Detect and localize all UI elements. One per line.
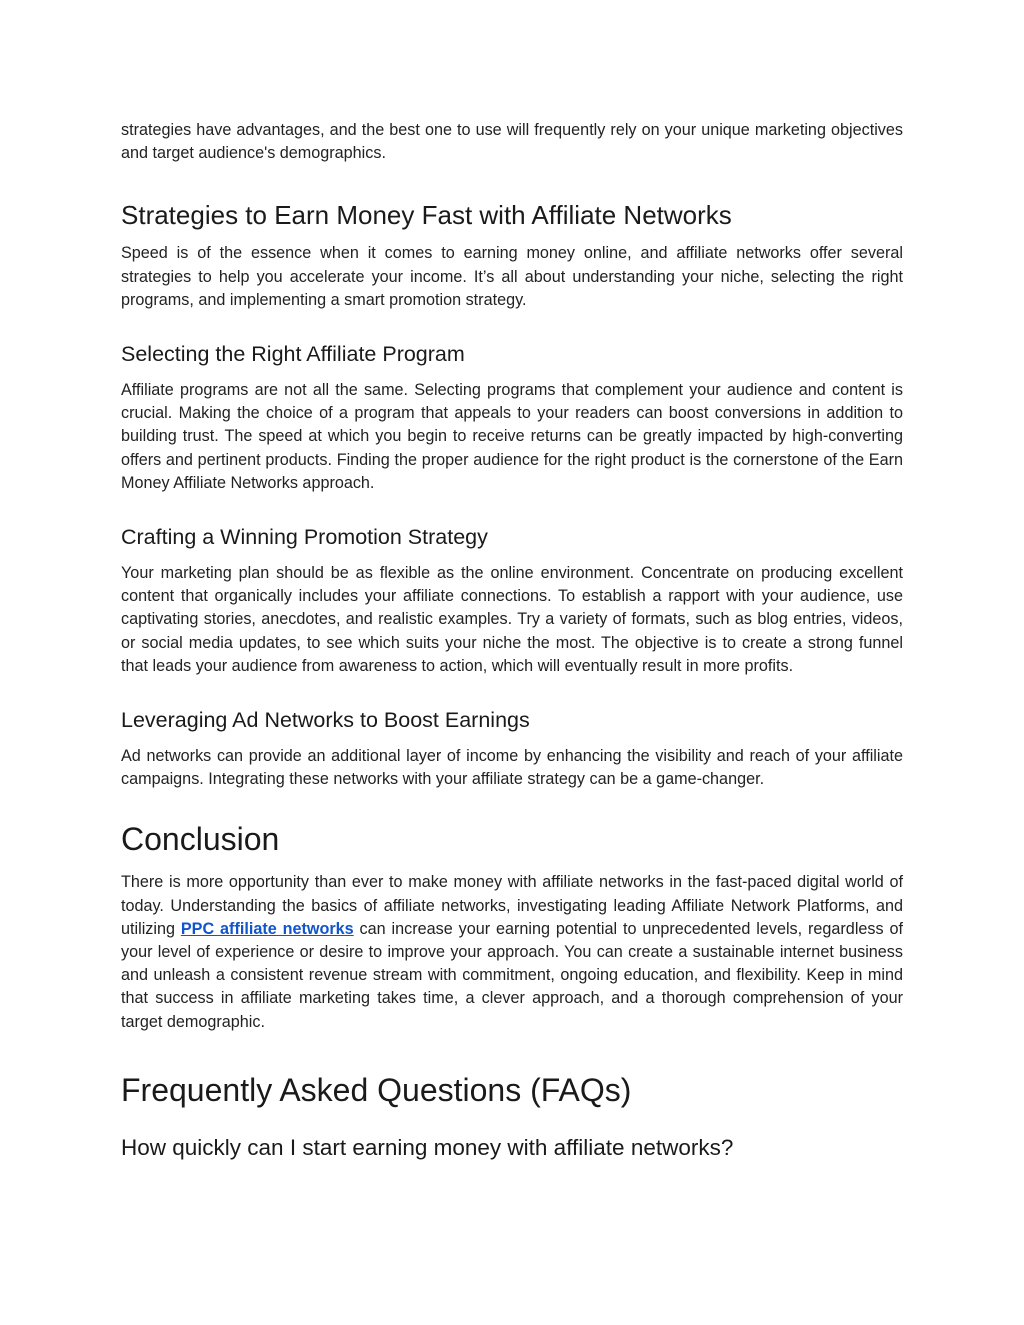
selecting-paragraph: Affiliate programs are not all the same. Selecting programs that complement your audience and content is crucial. Making the choice of a program that appeals to your readers can boost conversions in addition to building trust. The speed at which you begin to receive returns can be greatly impacted by high-converting offers and pertinent products. Finding the proper audience for the right product is the cornerstone of the Earn Money Affiliate Networks approach. bbox=[121, 381, 903, 492]
document-page bbox=[121, 119, 903, 1162]
conclusion-heading: Conclusion bbox=[121, 821, 280, 858]
intro-paragraph: strategies have advantages, and the best one to use will frequently rely on your unique marketing objectives and target audience's demographics. bbox=[121, 121, 903, 163]
strategies-heading: Strategies to Earn Money Fast with Affiliate Networks bbox=[121, 200, 732, 231]
ppc-affiliate-networks-link[interactable]: PPC affiliate networks bbox=[180, 919, 354, 938]
leveraging-paragraph: Ad networks can provide an additional layer of income by enhancing the visibility and reach of your affiliate campaigns. Integrating these networks with your affiliate strategy can be a game-changer. bbox=[121, 747, 903, 789]
crafting-paragraph: Your marketing plan should be as flexible as the online environment. Concentrate on producing excellent content that organically includes your affiliate connections. To establish a rapport with your audience, use captivating stories, anecdotes, and realistic examples. Try a variety of formats, such as blog entries, videos, or social media updates, to see which suits your niche the most. The objective is to create a strong funnel that leads your audience from awareness to action, which will eventually result in more profits. bbox=[121, 564, 903, 675]
conclusion-paragraph bbox=[121, 871, 903, 1033]
crafting-heading: Crafting a Winning Promotion Strategy bbox=[121, 525, 488, 550]
leveraging-heading: Leveraging Ad Networks to Boost Earnings bbox=[121, 708, 530, 733]
selecting-heading: Selecting the Right Affiliate Program bbox=[121, 342, 465, 367]
faqs-heading: Frequently Asked Questions (FAQs) bbox=[121, 1071, 632, 1108]
strategies-paragraph: Speed is of the essence when it comes to earning money online, and affiliate networks offer several strategies to help you accelerate your income. It’s all about understanding your niche, selecting the right programs, and implementing a smart promotion strategy. bbox=[121, 244, 903, 309]
conclusion-text-after-link: can increase your earning potential to unprecedented levels, regardless of your level of experience or desire to improve your approach. You can create a sustainable internet business and unleash a consistent revenue stream with commitment, ongoing education, and flexibility. Keep in mind that success in affiliate marketing takes time, a clever approach, and a thorough comprehension of your target demographic. bbox=[121, 919, 903, 1031]
faq-question-1: How quickly can I start earning money with affiliate networks? bbox=[121, 1134, 734, 1160]
conclusion-text-before-link: There is more opportunity than ever to make money with affiliate networks in the fast-paced digital world of today. Understanding the basics of affiliate networks, investigating leading Affiliate Network Platforms, and utilizing bbox=[121, 873, 903, 938]
